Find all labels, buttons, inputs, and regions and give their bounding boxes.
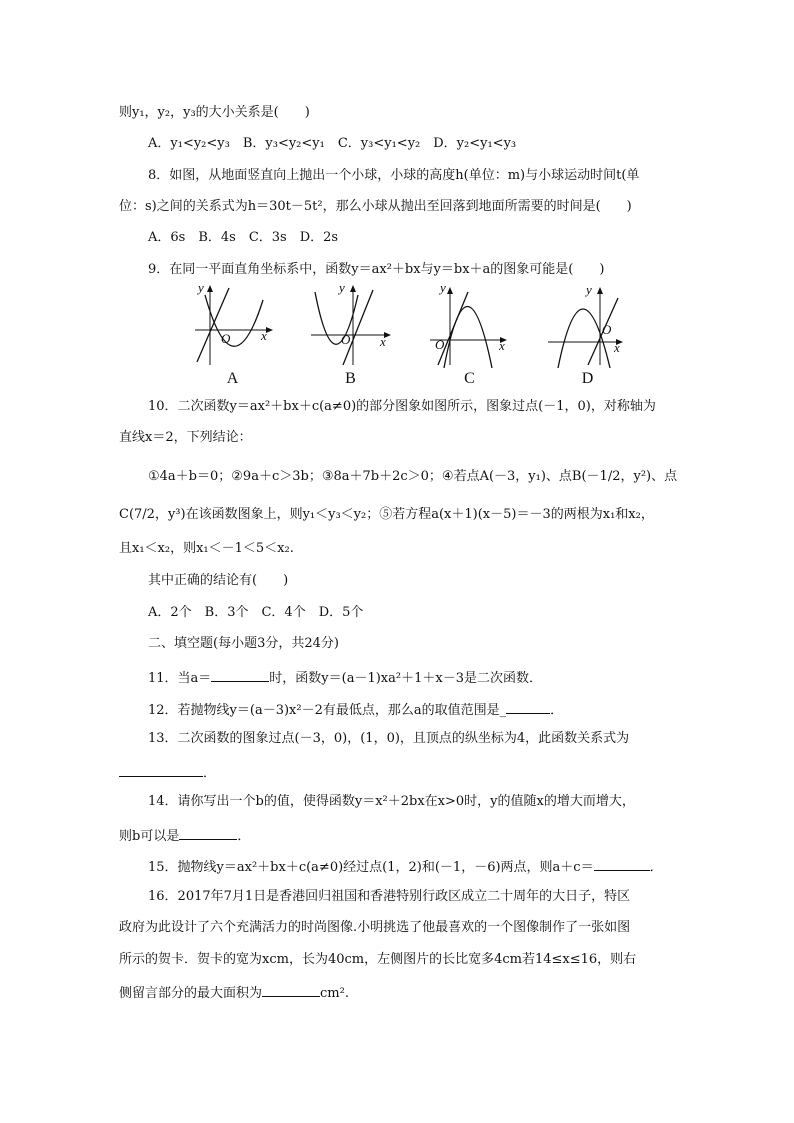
q15-answer-blank bbox=[594, 856, 650, 871]
q10-question: 其中正确的结论有( ) bbox=[148, 573, 289, 588]
q15-text-start: 15．抛物线y＝ax²＋bx＋c(a≠0)经过点(1，2)和(－1，－6)两点，则a＋c＝ bbox=[148, 860, 594, 875]
q13-text-end: ． bbox=[203, 766, 217, 781]
q16-answer-line bbox=[119, 982, 679, 1003]
graph-d bbox=[540, 280, 635, 392]
graph-c-label: C bbox=[464, 370, 475, 387]
graph-a-origin: O bbox=[221, 331, 231, 346]
q11-text-end: 时，函数y＝(a－1)xa²＋1＋x－3是二次函数． bbox=[269, 671, 542, 686]
q10-stem-2: 直线x＝2，下列结论： bbox=[119, 430, 252, 445]
graph-a-y-label: y bbox=[198, 280, 204, 295]
q8-stem-1: 8．如图，从地面竖直向上抛出一个小球，小球的高度h(单位：m)与小球运动时间t(单 bbox=[148, 168, 640, 183]
q13-answer-line bbox=[119, 762, 679, 783]
graph-d-label: D bbox=[581, 370, 594, 387]
q10-conclusions-2: C(7/2，y³)在该函数图象上，则y₁＜y₃＜y₂；⑤若方程a(x＋1)(x－5)＝－3的两根为x₁和x₂， bbox=[119, 507, 654, 522]
graph-b-origin: O bbox=[341, 332, 351, 347]
q14-stem: 14．请你写出一个b的值，使得函数y＝x²＋2bx在x>0时，y的值随x的增大而增大， bbox=[148, 794, 635, 809]
q13-answer-blank bbox=[119, 762, 203, 777]
graph-c-origin: O bbox=[435, 337, 445, 352]
graph-b-label: B bbox=[345, 370, 356, 387]
graph-d-origin: O bbox=[602, 322, 612, 337]
q14-answer-line bbox=[119, 825, 679, 846]
q8-options: A．6s B．4s C．3s D．2s bbox=[148, 230, 339, 245]
q16-stem-1: 16．2017年7月1日是香港回归祖国和香港特别行政区成立二十周年的大日子，特区 bbox=[148, 889, 631, 904]
q10-conclusions-3: 且x₁＜x₂，则x₁＜－1＜5＜x₂. bbox=[119, 541, 294, 556]
q10-conclusions-1: ①4a＋b＝0；②9a＋c＞3b；③8a＋7b＋2c＞0；④若点A(－3，y₁)、点B(－1/2，y²)、点 bbox=[148, 469, 678, 484]
q15-text-end: ． bbox=[649, 860, 663, 875]
graph-b-plot bbox=[303, 280, 398, 375]
graph-c-plot bbox=[422, 280, 517, 375]
graph-a bbox=[185, 280, 280, 392]
q12-text-end: ． bbox=[550, 703, 564, 718]
graph-c-x-label: x bbox=[499, 338, 505, 353]
q16-text-start: 侧留言部分的最大面积为 bbox=[119, 986, 263, 1001]
q13-stem: 13．二次函数的图象过点(－3，0)，(1，0)，且顶点的纵坐标为4，此函数关系式为 bbox=[148, 731, 630, 746]
q14-text-end: ． bbox=[237, 829, 251, 844]
q12 bbox=[148, 699, 708, 720]
q14-answer-blank bbox=[179, 825, 237, 840]
q7-options: A．y₁<y₂<y₃ B．y₃<y₂<y₁ C．y₃<y₁<y₂ D．y₂<y₁<y₃ bbox=[148, 136, 517, 151]
q10-stem-1: 10．二次函数y＝ax²＋bx＋c(a≠0)的部分图象如图所示，图象过点(－1，0)，对称轴为 bbox=[148, 399, 656, 414]
q11 bbox=[148, 667, 708, 688]
q16-answer-blank bbox=[262, 982, 320, 997]
graph-c bbox=[422, 280, 517, 392]
q12-text-start: 12．若抛物线y＝(a－3)x²－2有最低点，那么a的取值范围是_ bbox=[148, 703, 507, 718]
graph-a-label: A bbox=[226, 370, 239, 387]
q14-text-start: 则b可以是 bbox=[119, 829, 180, 844]
q12-answer-blank bbox=[506, 699, 550, 714]
q16-stem-3: 所示的贺卡．贺卡的宽为xcm，长为40cm，左侧图片的长比宽多4cm若14≤x≤16，则右 bbox=[119, 952, 637, 967]
graph-b bbox=[303, 280, 398, 392]
graph-b-y-label: y bbox=[339, 280, 345, 295]
section-two-heading: 二、填空题(每小题3分，共24分) bbox=[148, 636, 339, 651]
graph-a-x-label: x bbox=[261, 328, 267, 343]
q8-stem-2: 位：s)之间的关系式为h＝30t－5t²，那么小球从抛出至回落到地面所需要的时间是( ) bbox=[119, 199, 632, 214]
q7-stem: 则y₁，y₂，y₃的大小关系是( ) bbox=[119, 105, 310, 120]
q11-answer-blank bbox=[211, 667, 269, 682]
q11-text-start: 11．当a＝ bbox=[148, 671, 212, 686]
q9-graph-options bbox=[185, 280, 635, 392]
q16-text-end: cm². bbox=[320, 986, 349, 1001]
graph-d-y-label: y bbox=[586, 282, 592, 297]
q10-options: A．2个 B．3个 C．4个 D．5个 bbox=[148, 605, 364, 620]
q9-stem: 9．在同一平面直角坐标系中，函数y＝ax²＋bx与y＝bx＋a的图象可能是( ) bbox=[148, 262, 605, 277]
graph-b-x-label: x bbox=[380, 334, 386, 349]
graph-c-y-label: y bbox=[440, 280, 446, 295]
q15 bbox=[148, 856, 708, 877]
graph-d-x-label: x bbox=[614, 340, 620, 355]
q16-stem-2: 政府为此设计了六个充满活力的时尚图像.小明挑选了他最喜欢的一个图像制作了一张如图 bbox=[119, 920, 631, 935]
